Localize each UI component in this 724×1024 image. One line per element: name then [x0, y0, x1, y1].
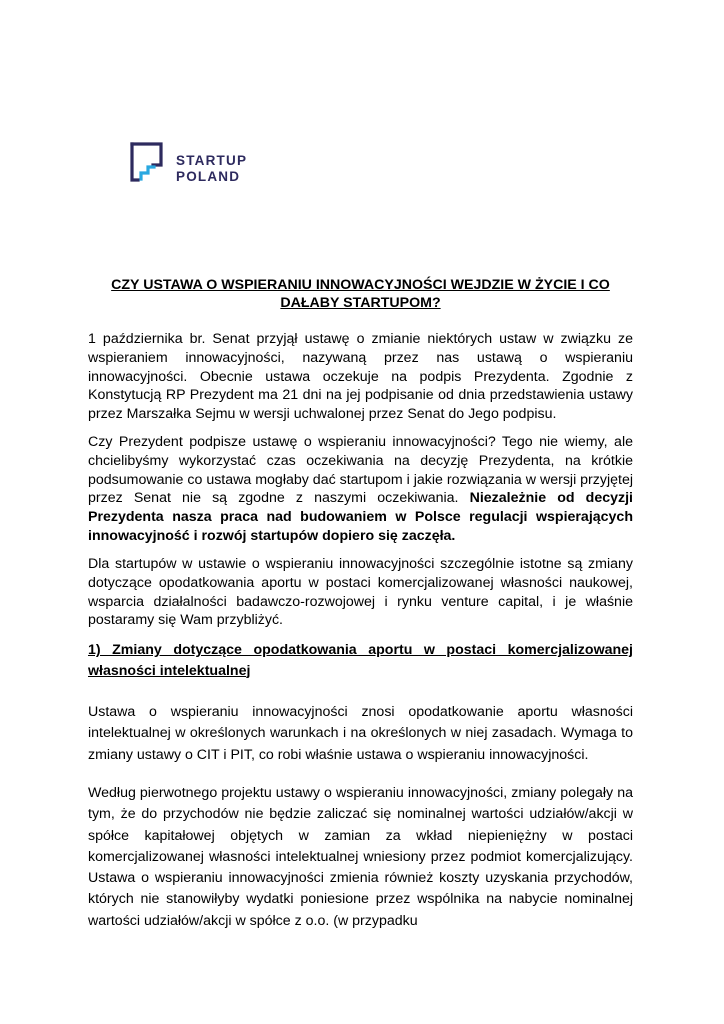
paragraph-senate-adoption: 1 października br. Senat przyjął ustawę o zmianie niektórych ustaw w związku ze wspieraniem innowacyjności, nazywaną przez nas ustawą o wspieraniu innowacyjności. Obecnie ustawa oczekuje na podpis Prezydenta. Zgodnie z Konstytucją RP Prezydent ma 21 dni na jej podpisanie od dnia przedstawienia ustawy przez Marszałka Sejmu w wersji uchwalonej przez Senat do Jego podpisu.	[88, 331, 633, 423]
logo-wordmark	[176, 153, 247, 185]
paragraph-president-signature-emphasis: Niezależnie od decyzji Prezydenta nasza praca nad budowaniem w Polsce regulacji wspierających innowacyjność i rozwój startupów dopiero się zaczęła.	[88, 490, 633, 544]
logo-brand-line1: STARTUP	[176, 153, 248, 168]
document-title: CZY USTAWA O WSPIERANIU INNOWACYJNOŚCI WEJDZIE W ŻYCIE I CO DAŁABY STARTUPOM?	[111, 277, 610, 311]
startup-poland-logo-mark	[130, 142, 164, 182]
paragraph-president-signature-text: Czy Prezydent podpisze ustawę o wspieraniu innowacyjności? Tego nie wiemy, ale chcielibyśmy wykorzystać czas oczekiwania na decyzję Prezydenta, na krótkie podsumowanie co ustawa mogłaby dać startupom i jakie rozwiązania w wersji przyjętej przez Senat nie są zgodne z naszymi oczekiwania.	[88, 434, 633, 507]
paragraph-original-draft: Według pierwotnego projektu ustawy o wspieraniu innowacyjności, zmiany polegały na tym, że do przychodów nie będzie zaliczać się nominalnej wartości udziałów/akcji w spółce kapitałowej objętych w zamian za wkład niepieniężny w postaci komercjalizowanej własności intelektualnej wniesiony przez podmiot komercjalizujący. Ustawa o wspieraniu innowacyjności zmienia również koszty uzyskania przychodów, których nie stanowiłyby wydatki poniesione przez wspólnika na nabycie nominalnej wartości udziałów/akcji w spółce z o.o. (w przypadku	[88, 785, 633, 929]
paragraph-president-signature	[88, 433, 633, 546]
paragraph-key-changes-intro: Dla startupów w ustawie o wspieraniu innowacyjności szczególnie istotne są zmiany dotyczące opodatkowania aportu w postaci komercjalizowanej własności naukowej, wsparcia działalności badawczo-rozwojowej i rynku venture capital, i je właśnie postaramy się Wam przybliżyć.	[88, 556, 633, 629]
paragraph-ip-tax-removal: Ustawa o wspieraniu innowacyjności znosi opodatkowanie aportu własności intelektualnej w określonych warunkach i na określonych w niej zasadach. Wymaga to zmiany ustawy o CIT i PIT, co robi właśnie ustawa o wspieraniu innowacyjności.	[88, 704, 633, 763]
startup-poland-logo	[130, 142, 270, 186]
section-heading-ip-contribution: 1) Zmiany dotyczące opodatkowania aportu w postaci komercjalizowanej własności intelektualnej	[88, 642, 633, 679]
logo-brand-line2: POLAND	[176, 169, 241, 184]
